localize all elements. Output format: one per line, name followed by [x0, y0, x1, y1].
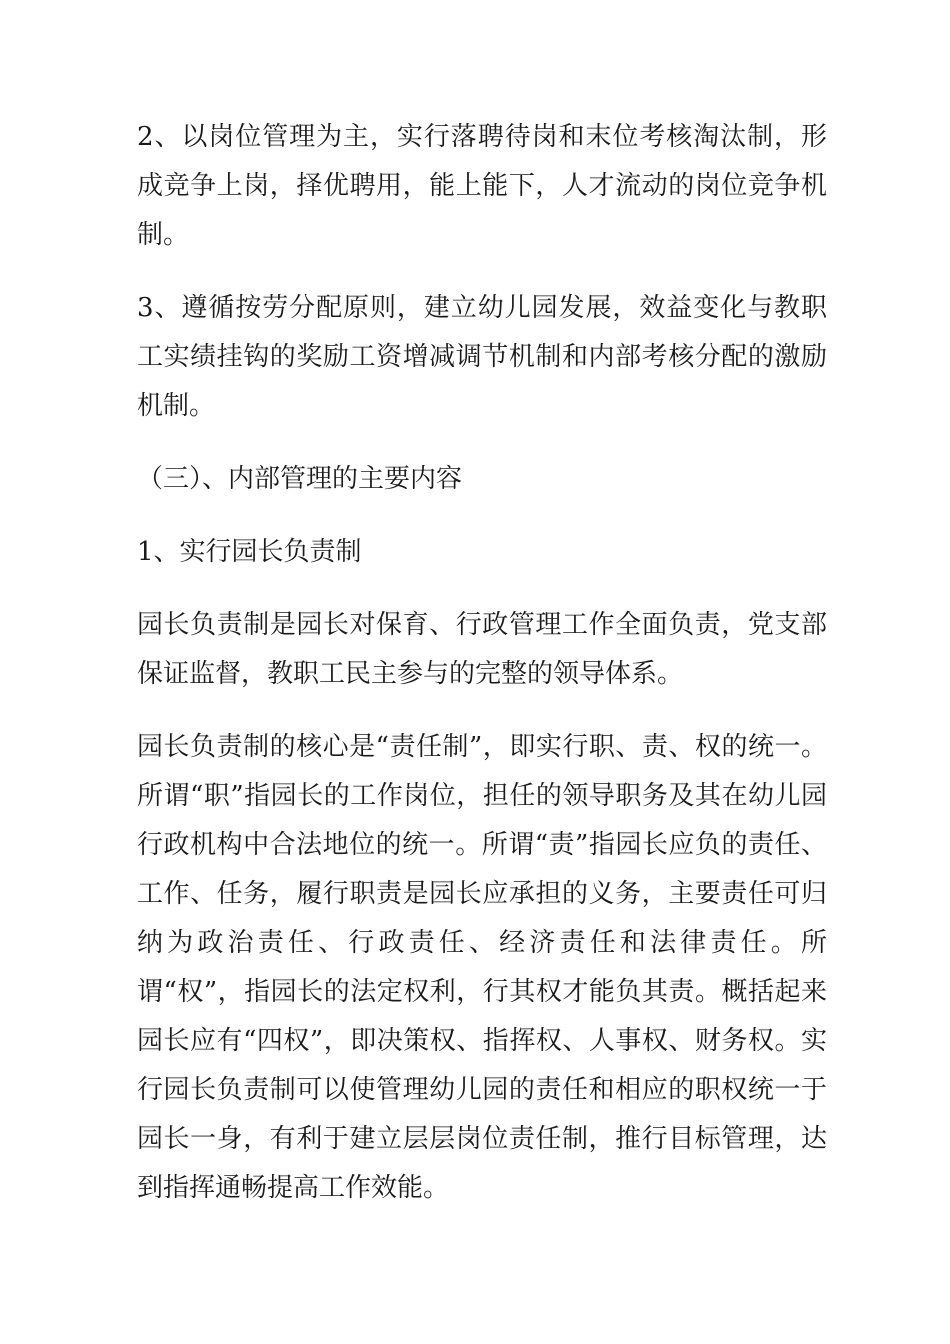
paragraph-distribution-principle: 3、遵循按劳分配原则，建立幼儿园发展，效益变化与教职工实绩挂钩的奖励工资增减调节机制和内部考核分配的激励机制。	[137, 293, 827, 421]
paragraph-principal-system-core: 园长负责制的核心是“责任制”，即实行职、责、权的统一。所谓“职”指园长的工作岗位，担任的领导职务及其在幼儿园行政机构中合法地位的统一。所谓“责”指园长应负的责任、工作、任务，履行职责是园长应承担的义务，主要责任可归纳为政治责任、行政责任、经济责任和法律责任。所谓“权”，指园长的法定权利，行其权才能负其责。概括起来园长应有“四权”，即决策权、指挥权、人事权、财务权。实行园长负责制可以使管理幼儿园的责任和相应的职权统一于园长一身，有利于建立层层岗位责任制，推行目标管理，达到指挥通畅提高工作效能。	[137, 732, 827, 1203]
paragraph-post-management: 2、以岗位管理为主，实行落聘待岗和末位考核淘汰制，形成竞争上岗，择优聘用，能上能下，人才流动的岗位竞争机制。	[137, 122, 827, 250]
document-body	[137, 113, 827, 1237]
subheading-principal-responsibility: 1、实行园长负责制	[137, 537, 362, 567]
section-heading-internal-management: （三）、内部管理的主要内容	[137, 464, 463, 494]
paragraph-principal-system-definition: 园长负责制是园长对保育、行政管理工作全面负责，党支部保证监督，教职工民主参与的完整的领导体系。	[137, 610, 827, 689]
